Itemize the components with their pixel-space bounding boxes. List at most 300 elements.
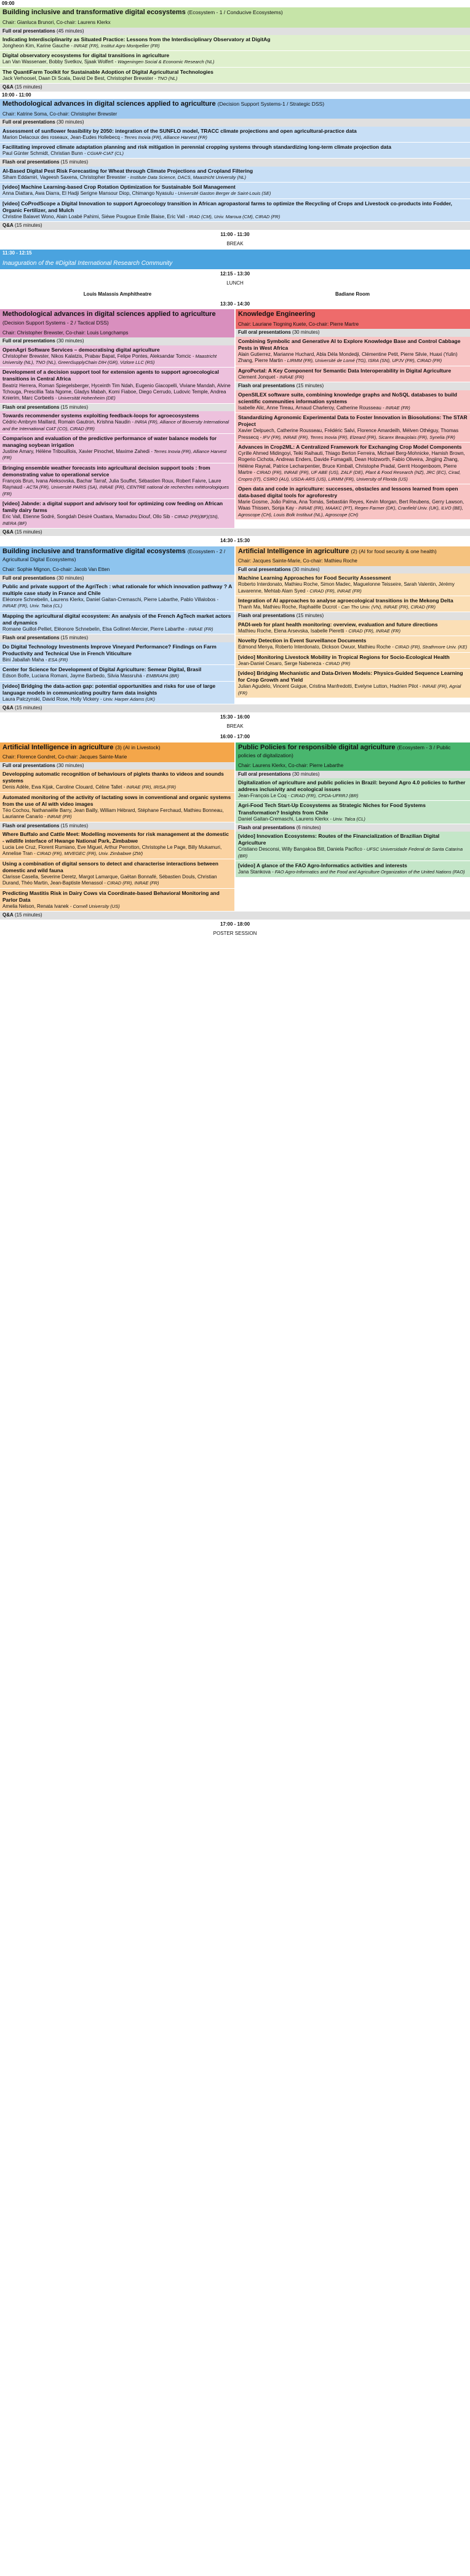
talk-authors	[2, 135, 468, 141]
session-subtitle: (2) (AI for food security & one health)	[351, 548, 437, 554]
talk-item	[0, 167, 470, 183]
talk-authors	[238, 846, 468, 859]
session-block	[236, 546, 470, 698]
author-list: Eléonore Schnebelin, Laurens Klerkx, Daniel Gaitan-Cremaschi, Pierre Labarthe, Pablo Villalobos	[2, 597, 216, 603]
session-title-text: Knowledge Engineering	[238, 310, 316, 318]
talk-item	[0, 682, 234, 704]
author-list: Jean-Daniel Cesaro, Serge Nabeneza	[238, 660, 322, 666]
author-list: Jack Verhoosel, Daan Di Scala, David De Best, Christopher Brewster	[2, 75, 153, 81]
talk-authors	[238, 581, 468, 594]
format-name: Flash oral presentations	[2, 404, 60, 410]
room-right: Badiane Room	[335, 291, 370, 297]
affiliations: - Université Gaston Berger de Saint-Louis (SE)	[175, 191, 271, 197]
affiliations: - Wageningen Social & Economic Research (NL)	[114, 59, 215, 65]
talk-item	[0, 612, 234, 634]
format-duration: (30 minutes)	[292, 329, 320, 336]
talk-authors	[238, 683, 468, 696]
author-list: Christine Balavet Wono, Alain Loabé Pahimi, Siéwe Pougoue Emile Blaise, Eric Vall	[2, 213, 185, 219]
format-name: Full oral presentations	[2, 338, 55, 344]
talk-authors	[2, 353, 232, 366]
time-slot: 09:00	[0, 0, 470, 7]
talk-title: Digital observatory ecosystems for digital transitions in agriculture	[2, 52, 170, 59]
author-list: Clarisse Casella, Severine Deretz, Margot Lamarque, Gaëtan Bonnafé, Sébastien Douls, Christian Durand, Théo Martin, Jean-Baptiste Menassol	[2, 873, 217, 886]
author-list: Edmond Menya, Roberto Interdonato, Dickson Owuor, Mathieu Roche	[238, 644, 391, 650]
author-list: Edson Bolfe, Luciana Romani, Jayme Barbedo, Silvia Massruhá	[2, 673, 142, 679]
talk-authors	[238, 352, 468, 364]
talk-title: Center for Science for Development of Digital Agriculture: Semear Digital, Brasil	[2, 666, 202, 673]
talk-title: Mapping the agricultural digital ecosystem: An analysis of the French AgTech market actors and dynamics	[2, 612, 231, 626]
author-list: Alain Gutierrez, Marianne Huchard, Abla Déla Mondedji, Clémentine Petit, Pierre Silvie, Huaxi (Yulin) Zhang, Pierre Martin	[238, 351, 458, 364]
session-block	[236, 742, 470, 878]
author-list: Roberto Interdonato, Mathieu Roche, Simon Madec, Maguelonne Teisseire, Sarah Valentin, Jérémy Lavarenne, Mehtab Alam Syed	[238, 581, 455, 594]
affiliations: - ESA (FR)	[45, 656, 68, 663]
format-label	[236, 824, 470, 832]
session-block	[0, 309, 234, 529]
format-name: Full oral presentations	[238, 329, 291, 336]
author-list: Bini Jaballah Maha	[2, 656, 44, 663]
talk-authors	[2, 514, 232, 527]
talk-title: [video] Machine Learning-based Crop Rotation Optimization for Sustainable Soil Management	[2, 184, 236, 191]
talk-title: Do Digital Technology Investments Improve Vineyard Performance? Findings on Farm Productivity and Technical Use in French Viticulture	[2, 643, 217, 656]
format-name: Flash oral presentations	[2, 822, 60, 829]
format-name: Full oral presentations	[2, 762, 55, 768]
talk-authors	[238, 661, 468, 667]
session-title-text: Artificial Intelligence in agriculture	[238, 547, 349, 555]
talk-item	[0, 642, 234, 665]
affiliations: - Univ. Talca (CL)	[330, 816, 365, 822]
affiliations: - INRAE (FR), MAAKC (PT), Regen Farmer (DK), Cranfield Univ. (UK), ILVO (BE), Agroscope (CH), Louis Bolk Instituut (NL), Agroscope (CH)	[238, 505, 463, 518]
qa-duration: (15 minutes)	[15, 529, 42, 535]
affiliations: - TNO (NL)	[154, 75, 178, 81]
qa-label: Q&A	[2, 223, 14, 229]
session-title-text: Methodological advances in digital sciences applied to agriculture	[2, 100, 216, 108]
author-list: Cédric-Ambrym Maillard, Romain Gautron, Krishna Naudin	[2, 419, 131, 425]
session-title	[0, 742, 234, 754]
format-duration: (15 minutes)	[60, 635, 89, 641]
talk-title: Combining Symbolic and Generative AI to Explore Knowledge Base and Control Cabbage Pests in West Africa	[238, 337, 461, 351]
format-duration: (45 minutes)	[57, 28, 84, 34]
format-duration: (15 minutes)	[296, 613, 324, 619]
parallel-sessions	[0, 546, 470, 704]
talk-item	[236, 443, 470, 484]
author-list: Laura Palczynski, David Rose, Holly Vickery	[2, 696, 99, 702]
talk-authors	[2, 59, 468, 65]
format-label	[0, 28, 470, 35]
affiliations: - CIRAD (FR), INRAE (FR)	[345, 628, 400, 634]
talk-title: Development of a decision support tool for extension agents to support agroecological transitions in Central Africa	[2, 369, 219, 382]
author-list: Siham Eddamiri, Vageesh Saxena, Christopher Brewster	[2, 174, 126, 180]
talk-authors	[2, 175, 468, 181]
format-name: Flash oral presentations	[2, 159, 60, 165]
affiliations: - EMBRAPA (BR)	[143, 673, 179, 679]
affiliations: - Cornell University (US)	[70, 903, 120, 909]
affiliations: - INRAE (FR), Institut Agro Montpellier (FR)	[71, 42, 160, 49]
talk-authors	[238, 793, 468, 799]
format-label	[0, 634, 234, 642]
format-duration: (30 minutes)	[292, 771, 320, 777]
session-block	[0, 7, 470, 84]
talk-title: Standardizing Agronomic Experimental Data to Foster Innovation in Biosolutions: The STAR Project	[238, 414, 468, 428]
room-left: Louis Malassis Amphitheatre	[83, 291, 152, 297]
author-list: Marion Delacoux des roseaux, Jean-Eudes Hollebecq	[2, 134, 120, 140]
talk-authors	[2, 673, 232, 679]
affiliations: - Maastricht University (NL), TNO (NL), GreenSupplyChain DIH (GR), Vizlore LLC (RS)	[2, 353, 217, 366]
talk-item	[0, 793, 234, 822]
talk-item	[0, 463, 234, 499]
author-list: Justine Amary, Hélène Tribouillois, Xavier Pinochet, Maxime Zahedi	[2, 448, 150, 454]
format-name: Flash oral presentations	[238, 613, 295, 619]
format-duration: (30 minutes)	[292, 566, 320, 572]
talk-item	[0, 770, 234, 792]
affiliations: - CIRAD (FR)(BF)(SN), INERA (BF)	[2, 514, 219, 526]
session-title	[0, 7, 470, 18]
talk-item	[236, 573, 470, 596]
format-name: Flash oral presentations	[2, 635, 60, 641]
session-subtitle: (Ecosystem - 1 / Conducive Ecosystems)	[187, 9, 283, 16]
author-list: Téo Cochou, Nathanaëlle Barry, Jean Bailly, William Hébrard, Stéphane Ferchaud, Mathieu Bonneau, Laurianne Canario	[2, 807, 224, 820]
talk-authors	[238, 428, 468, 441]
talk-title: Advances in Crop2ML: A Centralized Framework for Exchanging Crop Model Components	[238, 443, 462, 450]
right-column	[236, 742, 470, 912]
affiliations: - Univ. Harper Adams (UK)	[100, 696, 155, 702]
time-slot: 12:15 - 13:30	[0, 269, 470, 279]
talk-authors	[238, 869, 468, 875]
author-list: Christopher Brewster, Nikos Kalatzis, Prabav Bapat, Felipe Pontes, Aleksandar Tomcic	[2, 353, 191, 359]
author-list: Jana Stankova	[238, 869, 271, 875]
session-chair: Chair: Lauriane Tiogning Kuete, Co-chair: Pierre Martre	[236, 320, 470, 329]
talk-authors	[2, 626, 232, 632]
affiliations: - INRAE (FR), Agrial (FR)	[238, 683, 461, 696]
talk-title: Integration of AI approaches to analyse agroecological transitions in the Mekong Delta	[238, 597, 453, 604]
right-column	[236, 309, 470, 529]
talk-item	[0, 582, 234, 612]
format-duration: (30 minutes)	[57, 575, 84, 581]
talk-item	[0, 51, 470, 67]
affiliations: - CIRAD (FR), CPDA-UFRRJ (BR)	[287, 793, 359, 799]
time-slot: 17:00 - 18:00	[0, 920, 470, 929]
session-chair: Chair: Jacques Sainte-Marie, Co-chair: Mathieu Roche	[236, 557, 470, 565]
talk-title: The QuantiFarm Toolkit for Sustainable Adoption of Digital Agricultural Technologies	[2, 68, 213, 75]
session-title-text: Building inclusive and transformative digital ecosystems	[2, 9, 186, 17]
qa-row	[0, 704, 470, 712]
format-label	[0, 404, 234, 411]
qa-row	[0, 912, 470, 919]
left-column	[0, 742, 236, 912]
format-duration: (15 minutes)	[60, 159, 89, 165]
talk-title: AgroPortal: A Key Component for Semantic Data Interoperability in Digital Agriculture	[238, 367, 452, 374]
talk-authors	[238, 405, 468, 411]
talk-item	[236, 337, 470, 366]
talk-authors	[2, 845, 232, 857]
affiliations: - INRAE (FR)	[383, 404, 410, 411]
format-duration: (15 minutes)	[296, 383, 324, 389]
talk-authors	[2, 449, 232, 462]
session-title-text: Public Policies for responsible digital agriculture	[238, 743, 396, 751]
talk-title: Machine Learning Approaches for Food Security Assessment	[238, 575, 391, 581]
talk-title: Comparison and evaluation of the predictive performance of water balance models for managing soybean irrigation	[2, 435, 217, 448]
author-list: Lucia Lee Cruz, Florent Rumiano, Eve Miguel, Arthur Perrotton, Christophe Le Page, Billy Mukamuri, Annelise Tran	[2, 845, 222, 857]
author-list: Amelia Nelson, Renata Ivanek	[2, 903, 69, 909]
author-list: Lan Van Wassenaer, Bobby Svetkov, Sjaak Wolfert	[2, 59, 114, 65]
talk-authors	[238, 816, 468, 822]
time-slot: 16:00 - 17:00	[0, 732, 470, 742]
affiliations: - INRAE (FR), Univ. Talca (CL)	[2, 597, 218, 609]
format-name: Full oral presentations	[2, 575, 55, 581]
talk-authors	[2, 43, 468, 49]
talk-item	[236, 778, 470, 801]
time-slot: 13:30 - 14:30	[0, 299, 470, 309]
affiliations: - ACTA (FR), Université PARIS (SA), INRAE (FR), CENTRE national de recherches météorologiques (FR)	[2, 484, 229, 497]
author-list: Isabelle Alic, Anne Tireau, Arnaud Charleroy, Catherine Rousseau	[238, 404, 381, 411]
session-subtitle: (3) (AI in Livestock)	[115, 744, 161, 750]
format-name: Full oral presentations	[238, 566, 291, 572]
qa-label: Q&A	[2, 912, 14, 918]
session-block	[0, 742, 234, 912]
talk-item	[236, 596, 470, 612]
talk-authors	[2, 597, 232, 610]
author-list: Denis Adèle, Ewa Kijak, Caroline Clouard, Céline Tallet	[2, 784, 122, 790]
talk-title: Facilitating improved climate adaptation planning and risk mitigation in perennial cropping systems through standardizing long-term climate projection data	[2, 143, 391, 150]
affiliations: - INRAE (FR)	[44, 814, 72, 820]
affiliations: - Institute Data Science, DACS, Maastricht University (NL)	[127, 174, 247, 180]
talk-item	[0, 859, 234, 889]
talk-title: Novelty Detection in Event Surveillance Documents	[238, 637, 367, 644]
affiliations: - UFSC Universidade Federal de Santa Catarina (BR)	[238, 846, 463, 859]
talk-authors	[238, 644, 468, 650]
talk-title: [video] A glance of the FAO Agro-Informatics activities and interests	[238, 862, 407, 869]
talk-authors	[2, 874, 232, 887]
room-headers	[0, 290, 470, 299]
talk-item	[236, 413, 470, 443]
affiliations: - INRAE (FR)	[185, 626, 213, 632]
format-label	[0, 159, 470, 166]
talk-item	[0, 368, 234, 403]
time-slot: 15:30 - 16:00	[0, 712, 470, 722]
session-title-text: Methodological advances in digital sciences applied to agriculture	[2, 310, 216, 318]
affiliations: - Terres Inovia (FR), Alliance Harvest (FR)	[2, 448, 227, 461]
talk-authors	[2, 784, 232, 790]
talk-item	[0, 499, 234, 529]
talk-item	[236, 861, 470, 877]
affiliations: - Universität Hohenheim (DE)	[55, 395, 116, 401]
left-column	[0, 309, 236, 529]
session-block	[0, 99, 470, 222]
session-chair: Chair: Christopher Brewster, Co-chair: Louis Longchamps	[0, 329, 234, 337]
talk-item	[236, 620, 470, 636]
talk-authors	[2, 214, 468, 220]
talk-title: Where Buffalo and Cattle Meet: Modelling movements for risk management at the domestic - wildlife interface of Hwange National Park, Zimbabwe	[2, 830, 229, 845]
format-duration: (15 minutes)	[60, 822, 89, 829]
talk-title: Automated monitoring of the activity of lactating sows in conventional and organic systems from the use of AI with video images	[2, 794, 231, 807]
session-subtitle: (Decision Support Systems-1 / Strategic DSS)	[217, 101, 325, 108]
author-list: Paul Günter Schmidt, Christian Bunn	[2, 151, 83, 157]
talk-item	[236, 636, 470, 652]
talk-item	[0, 411, 234, 434]
author-list: Jongheon Kim, Karine Gauche	[2, 42, 70, 49]
format-name: Full oral presentations	[238, 771, 291, 777]
talk-item	[236, 669, 470, 698]
format-label	[0, 822, 234, 830]
talk-title: Digitalization of agriculture and public policies in Brazil: beyond Agro 4.0 policies to further address inclusivity and ecological issues	[238, 779, 466, 793]
talk-item	[236, 801, 470, 824]
talk-title: Indicating Interdisciplinarity as Situated Practice: Lessons from the Interdisciplinary Observatory at DigitAg	[2, 36, 271, 42]
affiliations: - IFV (FR), INRAE (FR), Terres Inovia (FR), Elzeard (FR), Sicarex Beaujolais (FR), Synelia (FR)	[260, 434, 455, 440]
talk-item	[236, 653, 470, 669]
qa-row	[0, 84, 470, 91]
qa-duration: (15 minutes)	[15, 84, 42, 90]
talk-authors	[238, 451, 468, 483]
talk-item	[236, 390, 470, 413]
format-duration: (6 minutes)	[296, 824, 321, 830]
session-title	[236, 309, 470, 320]
format-label	[0, 762, 234, 770]
talk-title: [video] Bridging the data-action gap: potential opportunities and risks for use of large language models in communicating poultry farm data insights	[2, 682, 216, 696]
talk-authors	[2, 419, 232, 432]
author-list: Beatriz Herrera, Roman Spiegelsberger, Hyceinth Tim Ndah, Eugenio Giacopelli, Viviane Mandah, Alvine Tchouga, Prescillia Tata Ngome, Gladys Mabah, Komi Fiaboe, Diego Cerrudo, Ludovic Temple, Andrea Knierim, Marc Corbeels	[2, 382, 231, 401]
affiliations: - IRAD (CM), Univ. Maroua (CM), CIRAD (FR)	[186, 213, 281, 219]
talk-authors	[238, 499, 468, 518]
format-duration: (30 minutes)	[57, 762, 84, 768]
talk-item	[236, 366, 470, 382]
talk-authors	[2, 151, 468, 157]
time-slot: 11:00 - 11:30	[0, 230, 470, 240]
talk-title: Towards recommender systems exploiting feedback-loops for agroecosystems	[2, 412, 199, 419]
author-list: Clement Jonquet	[238, 374, 276, 380]
talk-authors	[2, 696, 232, 703]
affiliations: - CIRAD (FR), INRAE (FR)	[306, 588, 362, 594]
talk-item	[0, 345, 234, 368]
session-chair: Chair: Florence Gondret, Co-chair: Jacques Sainte-Marie	[0, 753, 234, 762]
time-slot: 14:30 - 15:30	[0, 536, 470, 546]
author-list: Cyrille Ahmed Midingoyi, Teiki Raihauti, Thiago Berton Ferreira, Michael Berg-Mohnicke, Hamish Brown, Rogerio Cichota, Andreas Enders, Davide Fumagalli, Dean Holzworth, Fabio Oliveira, Jingjing Zhang, Hélène Raynal, Patrice Lecharpentier, Bruce Kimball, Christophe Pradal, Gerrit Hoogenboom, Pierre Martre	[238, 450, 465, 476]
talk-item	[236, 832, 470, 861]
session-chair: Chair: Sophie Mignon, Co-chair: Jacob Van Etten	[0, 565, 234, 574]
talk-authors	[2, 657, 232, 663]
affiliations: - CIRAD (FR), INRAE (FR)	[104, 880, 159, 886]
format-name: Full oral presentations	[2, 28, 55, 34]
talk-title: [video] CoProdScope a Digital Innovation to support Agroecology transition in African agropastoral farms to optimize the Recycling of Crops and Livestock co-products into Fodder, Organic Fertilizer, and Mulch	[2, 200, 452, 213]
qa-row	[0, 529, 470, 536]
talk-title: AI-Based Digital Pest Risk Forecasting for Wheat through Climate Projections and Cropland Filtering	[2, 167, 253, 174]
talk-authors	[2, 191, 468, 197]
left-column	[0, 546, 236, 704]
affiliations: - CIRAD (FR)	[322, 660, 351, 666]
talk-title: Open data and code in agriculture: successes, obstacles and lessons learned from open data-based digital tools for agroforestry	[238, 485, 458, 498]
format-label	[0, 575, 234, 582]
talk-item	[0, 143, 470, 159]
format-name: Full oral presentations	[2, 119, 55, 125]
format-name: Flash oral presentations	[238, 824, 295, 830]
session-chair: Chair: Katrine Soma, Co-chair: Christopher Brewster	[0, 110, 470, 119]
session-subtitle: (Decision Support Systems - 2 / Tactical DSS)	[2, 320, 109, 326]
affiliations: - CIRAD (FR), MIVEGEC (FR), Univ. Zimbabwe (ZW)	[34, 851, 143, 857]
author-list: Eric Vall, Etienne Sodré, Songdah Désiré Ouattara, Mamadou Diouf, Ollo Sib	[2, 514, 170, 520]
session-subtitle: (Ecosystem - 2 / Agricultural Digital Ecosystems)	[2, 548, 226, 563]
talk-item	[0, 199, 470, 222]
session-title	[0, 546, 234, 566]
talk-title: Agri-Food Tech Start-Up Ecosystems as Strategic Niches for Food Systems Transformation? Insights from Chile	[238, 802, 426, 816]
talk-title: Assessment of sunflower feasibility by 2050: integration of the SUNFLO model, TRACC climate projections and open agricultural-practice data	[2, 127, 357, 134]
talk-title: Public and private support of the AgriTech : what rationale for which innovation pathway ? A multiple case study in France and Chile	[2, 583, 232, 597]
session-chair: Chair: Laurens Klerkx, Co-chair: Pierre Labarthe	[236, 762, 470, 770]
author-list: Thanh Ma, Mathieu Roche, Raphaëlle Ducrot	[238, 604, 337, 610]
talk-title: Bringing ensemble weather forecasts into agricultural decision support tools : from demonstrating value to operational service	[2, 464, 210, 478]
talk-title: Using a combination of digital sensors to detect and characterise interactions between domestic and wild fauna	[2, 860, 218, 873]
session-chair: Chair: Gianluca Brunori, Co-chair: Laurens Klerkx	[0, 18, 470, 27]
talk-authors	[2, 478, 232, 497]
talk-title: [video] Bridging Mechanistic and Data-Driven Models: Physics-Guided Sequence Learning for Crop Growth and Yield	[238, 670, 463, 683]
parallel-sessions	[0, 309, 470, 529]
format-label	[0, 337, 234, 345]
break-label: BREAK	[226, 240, 244, 246]
affiliations: - INRAE (FR), IRISA (FR)	[123, 784, 176, 790]
parallel-sessions	[0, 742, 470, 912]
author-list: Julian Agudelo, Vincent Guigue, Cristina Manfredotti, Evelyne Lutton, Hadrien Pilot	[238, 683, 418, 690]
session-subtitle: (Ecosystem - 3 / Public policies of digitalization)	[238, 744, 451, 759]
break-label: LUNCH	[226, 280, 244, 286]
talk-authors	[2, 808, 232, 821]
qa-duration: (15 minutes)	[15, 223, 42, 229]
format-duration: (30 minutes)	[57, 119, 84, 125]
session-title-text: Artificial Intelligence in agriculture	[2, 743, 114, 751]
inauguration-title: Inauguration of the #Digital International Research Community	[0, 258, 470, 269]
qa-label: Q&A	[2, 705, 14, 711]
author-list: Cristiano Desconsi, Willy Bangakoa Bitt, Daniela Pacifico	[238, 846, 362, 853]
time-slot: 10:00 - 11:00	[0, 92, 470, 99]
talk-item	[0, 434, 234, 463]
affiliations: - Terres Inovia (FR), Alliance Harvest (FR)	[121, 134, 207, 140]
talk-item	[0, 183, 470, 199]
qa-row	[0, 222, 470, 229]
session-title-text: Building inclusive and transformative digital ecosystems	[2, 547, 186, 555]
affiliations: - Can Tho Univ. (VN), INRAE (FR), CIRAD (FR)	[338, 604, 436, 610]
qa-label: Q&A	[2, 529, 14, 535]
format-label	[236, 566, 470, 573]
author-list: François Brun, Ivana Aleksovska, Bachar Tarraf, Julia Souffet, Sébastien Roux, Robert Faivre, Laure Raynaud	[2, 478, 221, 490]
affiliations: - FAO Agro-Informatics and the Food and Agriculture Organization of the United Nations (FAO)	[272, 869, 465, 875]
session-block	[0, 546, 234, 704]
talk-title: OpenAgri Software Services – democratising digital agriculture	[2, 346, 160, 353]
qa-label: Q&A	[2, 84, 14, 90]
format-duration: (15 minutes)	[60, 404, 89, 410]
session-title	[0, 309, 234, 329]
break-label: POSTER SESSION	[213, 930, 257, 936]
author-list: Daniel Gaitan-Cremaschi, Laurens Klerkx	[238, 816, 329, 822]
talk-title: OpenSILEX software suite, combining knowledge graphs and NoSQL databases to build scientific communities information systems	[238, 391, 457, 404]
session-title	[236, 546, 470, 557]
talk-title: Developping automatic recognition of behaviours of piglets thanks to videos and sounds systems	[2, 771, 224, 784]
talk-title: PADI-web for plant health monitoring: overview, evaluation and future directions	[238, 621, 438, 628]
format-duration: (30 minutes)	[57, 338, 84, 344]
talk-item	[0, 830, 234, 859]
qa-duration: (15 minutes)	[15, 912, 42, 918]
session-title	[236, 742, 470, 762]
talk-authors	[2, 383, 232, 402]
program-page	[0, 0, 470, 939]
qa-duration: (15 minutes)	[15, 705, 42, 711]
author-list: Mathieu Roche, Elena Arsevska, Isabelle Pieretti	[238, 628, 345, 634]
talk-authors	[2, 904, 232, 910]
break-label: BREAK	[226, 723, 244, 729]
talk-title: [video] Monitoring Livestock Mobility in Tropical Regions for Socio-Ecological Health	[238, 653, 450, 660]
format-label	[236, 771, 470, 778]
talk-item	[0, 35, 470, 51]
affiliations: - CIRAD (FR), Strathmore Univ. (KE)	[392, 644, 468, 650]
author-list: Marie Gosme, João Palma, Ana Tomás, Sebastián Reyes, Kevin Morgan, Bert Reubens, Gerry Lawson, Waas Thissen, Sonja Kay	[238, 498, 464, 511]
affiliations: - INRAE (FR)	[276, 374, 305, 380]
affiliations: - CIRAD (FR), INRAE (FR), UF ABE (US), ZALF (DE), Plant & Food Research (NZ), JRC (EC), Cirad, Cropro (IT), CSIRO (AU), USDA-ARS (US), LIRMM (FR), University of Florida (US)	[238, 470, 461, 482]
format-label	[236, 329, 470, 336]
